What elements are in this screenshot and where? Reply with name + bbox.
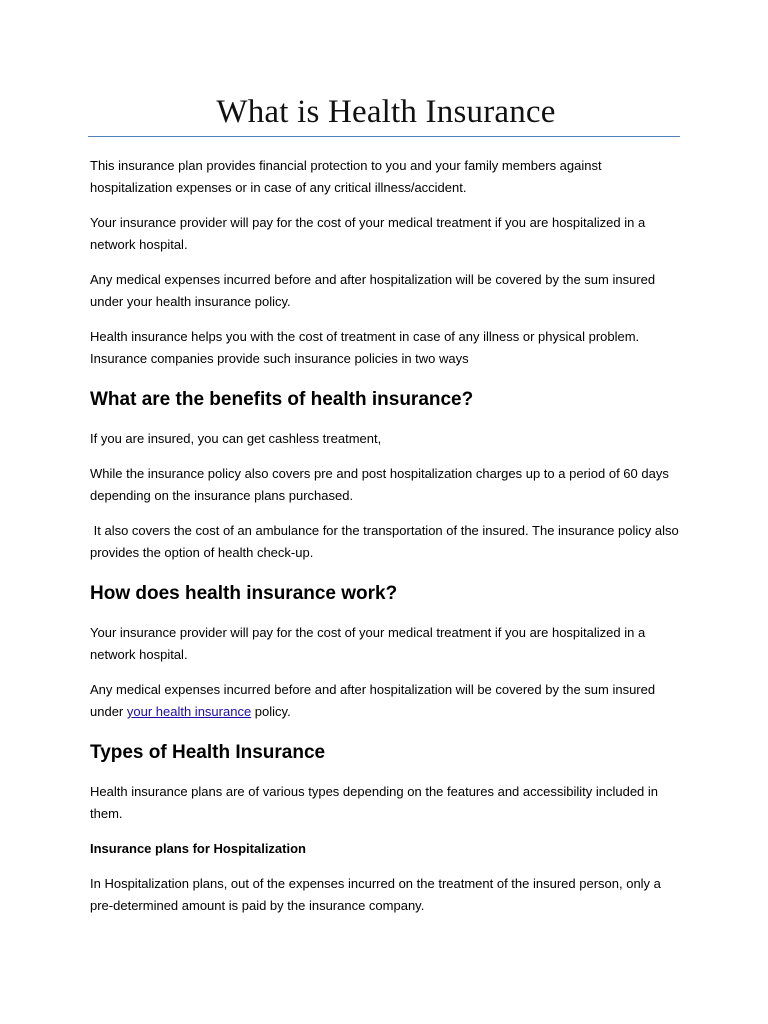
benefits-heading: What are the benefits of health insurance?: [90, 389, 474, 410]
how-it-works-paragraph-2: [90, 679, 682, 723]
page-title: What is Health Insurance: [216, 94, 556, 130]
title-divider: [88, 136, 680, 137]
how-it-works-text-after-link: policy.: [251, 704, 291, 719]
types-heading: Types of Health Insurance: [90, 742, 326, 763]
intro-paragraph-4: Health insurance helps you with the cost of treatment in case of any illness or physical problem. Insurance companies provide such insurance policies in two ways: [90, 329, 640, 366]
types-paragraph-1: Health insurance plans are of various types depending on the features and accessibility included in them.: [90, 784, 659, 821]
intro-paragraph-1: This insurance plan provides financial protection to you and your family members against hospitalization expenses or in case of any critical illness/accident.: [90, 158, 602, 195]
health-insurance-link[interactable]: your health insurance: [126, 704, 252, 719]
document-page: [90, 0, 682, 917]
how-it-works-heading: How does health insurance work?: [90, 583, 398, 604]
hospitalization-plans-subheading: Insurance plans for Hospitalization: [90, 841, 306, 856]
intro-paragraph-3: Any medical expenses incurred before and after hospitalization will be covered by the sum insured under your health insurance policy.: [90, 272, 656, 309]
how-it-works-text-before-link: Any medical expenses incurred before and after hospitalization will be covered by the sum insured under: [90, 682, 656, 719]
intro-paragraph-2: Your insurance provider will pay for the cost of your medical treatment if you are hospitalized in a network hospital.: [90, 215, 646, 252]
benefits-paragraph-3: [90, 520, 682, 564]
benefits-paragraph-3-text: It also covers the cost of an ambulance for the transportation of the insured. The insurance policy also provides the option of health check-up.: [90, 523, 679, 560]
how-it-works-paragraph-1: Your insurance provider will pay for the cost of your medical treatment if you are hospitalized in a network hospital.: [90, 625, 646, 662]
benefits-paragraph-2: While the insurance policy also covers pre and post hospitalization charges up to a period of 60 days depending on the insurance plans purchased.: [90, 466, 669, 503]
benefits-paragraph-1: If you are insured, you can get cashless treatment,: [90, 431, 382, 446]
types-paragraph-2: In Hospitalization plans, out of the expenses incurred on the treatment of the insured person, only a pre-determined amount is paid by the insurance company.: [90, 876, 661, 913]
